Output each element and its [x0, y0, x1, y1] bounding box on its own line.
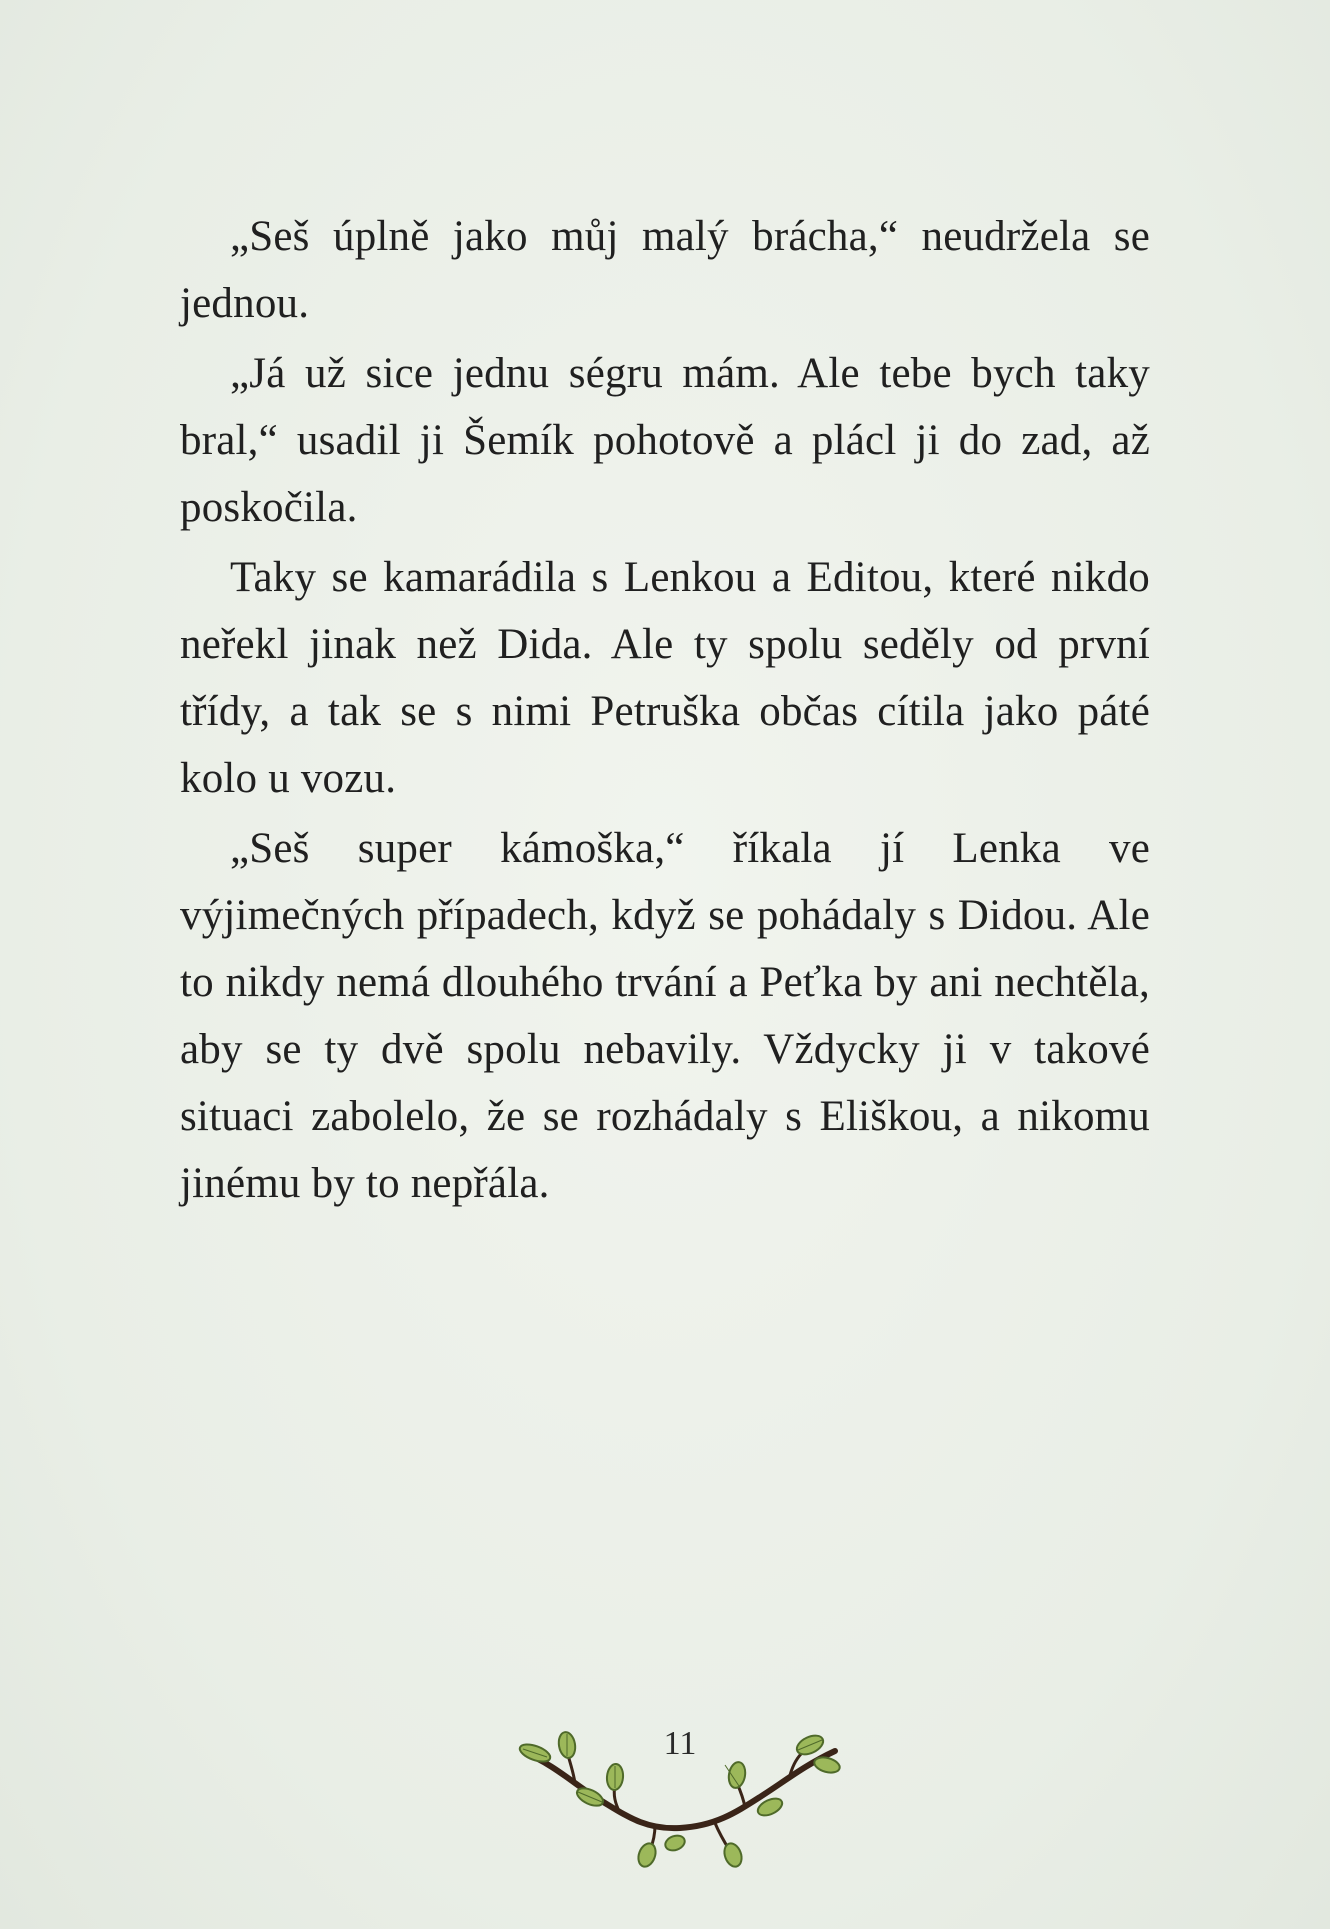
body-text: [180, 203, 1150, 1217]
page-number: 11: [663, 1725, 697, 1762]
paragraph: Taky se kamarádila s Lenkou a Editou, které nikdo neřekl jinak než Dida. Ale ty spolu seděly od první třídy, a tak se s nimi Petruška občas cítila jako páté kolo u vozu.: [180, 554, 1150, 802]
page-footer: [515, 1725, 845, 1875]
paragraph: „Já už sice jednu ségru mám. Ale tebe bych taky bral,“ usadil ji Šemík pohotově a plácl ji do zad, až poskočila.: [180, 350, 1150, 531]
paragraph: „Seš super kámoška,“ říkala jí Lenka ve výjimečných případech, když se pohádaly s Didou. Ale to nikdy nemá dlouhého trvání a Peťka by ani nechtěla, aby se ty dvě spolu nebavily. Vždycky ji v takové situaci zabolelo, že se rozhádaly s Eliškou, a nikomu jinému by to nepřála.: [180, 825, 1150, 1207]
paragraph: „Seš úplně jako můj malý brácha,“ neudržela se jednou.: [180, 213, 1150, 327]
